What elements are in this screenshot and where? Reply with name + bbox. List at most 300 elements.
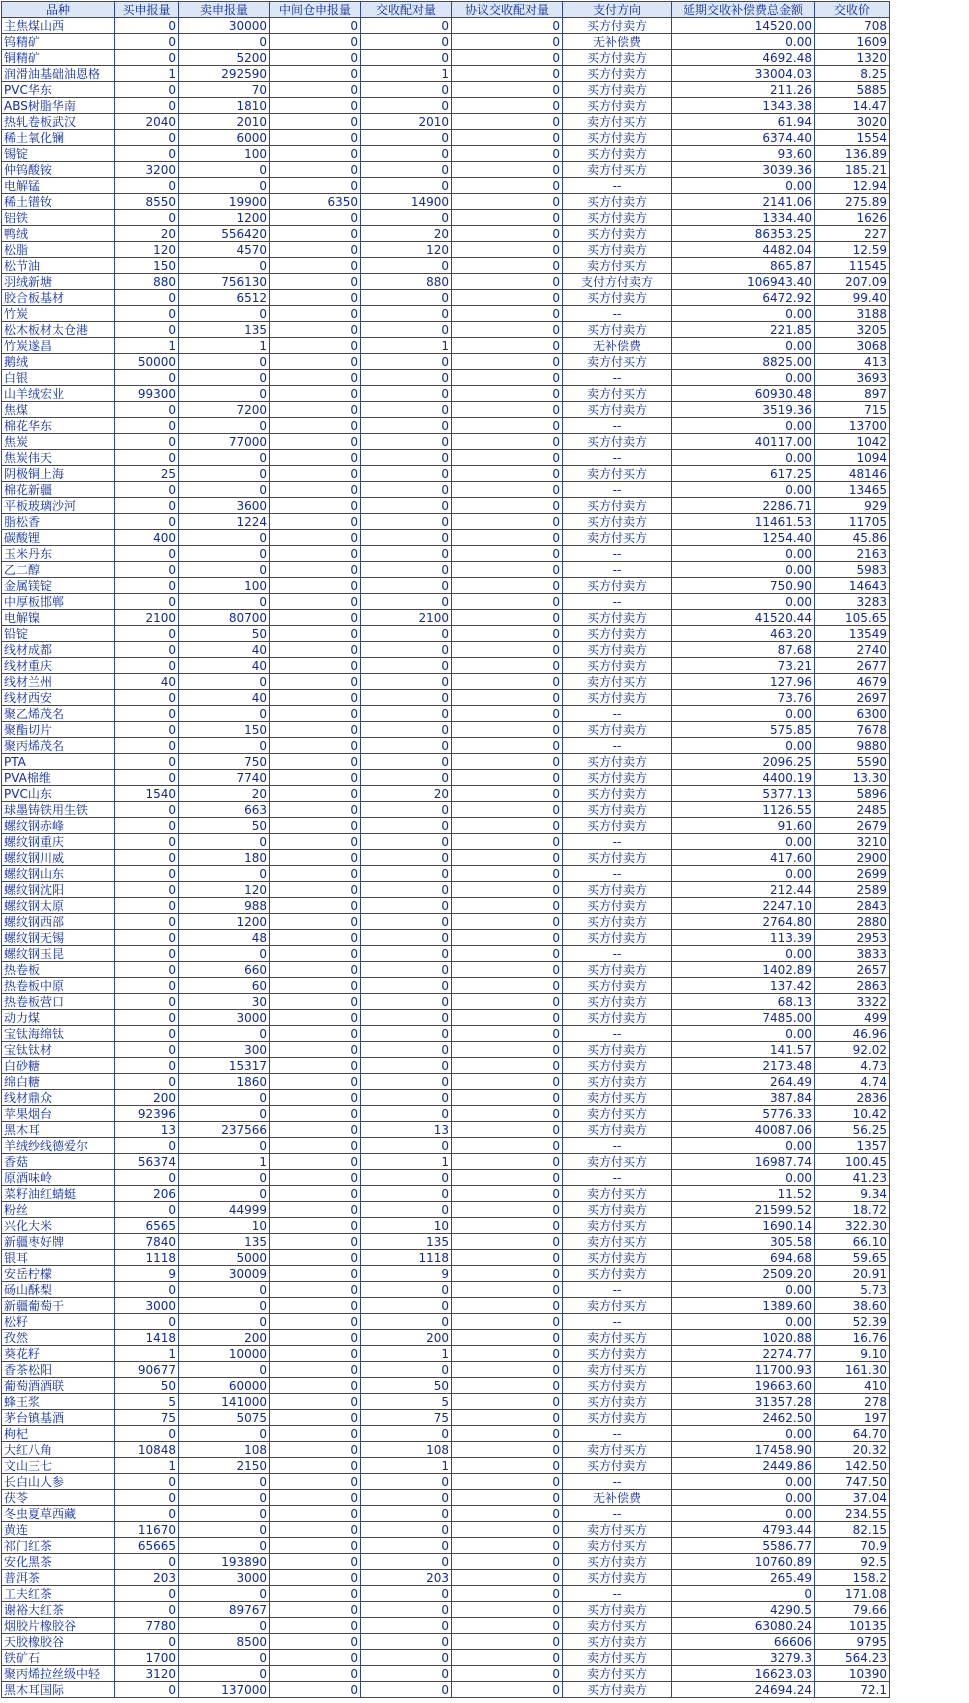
intermediate-declared-cell: 0 [270, 1538, 361, 1554]
delivery-price-cell: 20.32 [815, 1442, 890, 1458]
table-row [2, 274, 890, 290]
sell-declared-cell: 100 [179, 578, 270, 594]
variety-cell: 谢裕大红茶 [2, 1602, 115, 1618]
intermediate-declared-cell: 0 [270, 594, 361, 610]
sell-declared-cell: 663 [179, 802, 270, 818]
payment-direction-cell: -- [563, 1026, 672, 1042]
variety-cell: 菜籽油红蜻蜓 [2, 1186, 115, 1202]
delivery-price-cell: 13.30 [815, 770, 890, 786]
sell-declared-cell: 40 [179, 642, 270, 658]
compensation-total-cell: 1254.40 [672, 530, 815, 546]
payment-direction-cell: 卖方付买方 [563, 1298, 672, 1314]
table-row [2, 1506, 890, 1522]
agreement-matched-cell: 0 [452, 1298, 563, 1314]
buy-declared-cell: 7780 [115, 1618, 179, 1634]
variety-cell: 普洱茶 [2, 1570, 115, 1586]
delivery-price-cell: 6300 [815, 706, 890, 722]
compensation-total-cell: 0.00 [672, 946, 815, 962]
sell-declared-cell: 292590 [179, 66, 270, 82]
intermediate-declared-cell: 0 [270, 34, 361, 50]
agreement-matched-cell: 0 [452, 626, 563, 642]
agreement-matched-cell: 0 [452, 498, 563, 514]
variety-cell: 热轧卷板武汉 [2, 114, 115, 130]
delivery-matched-cell: 0 [361, 130, 452, 146]
payment-direction-cell: 买方付卖方 [563, 226, 672, 242]
delivery-matched-cell: 0 [361, 722, 452, 738]
compensation-total-cell: 0.00 [672, 1026, 815, 1042]
delivery-price-cell: 747.50 [815, 1474, 890, 1490]
delivery-matched-cell: 0 [361, 674, 452, 690]
buy-declared-cell: 0 [115, 418, 179, 434]
intermediate-declared-cell: 0 [270, 850, 361, 866]
buy-declared-cell: 0 [115, 994, 179, 1010]
variety-cell: 聚乙烯茂名 [2, 706, 115, 722]
compensation-total-cell: 0.00 [672, 594, 815, 610]
sell-declared-cell: 19900 [179, 194, 270, 210]
sell-declared-cell: 50 [179, 818, 270, 834]
delivery-matched-cell: 0 [361, 1650, 452, 1666]
table-row [2, 770, 890, 786]
variety-cell: 羊绒纱线德爱尔 [2, 1138, 115, 1154]
table-row [2, 258, 890, 274]
delivery-price-cell: 45.86 [815, 530, 890, 546]
agreement-matched-cell: 0 [452, 386, 563, 402]
variety-cell: 螺纹钢太原 [2, 898, 115, 914]
buy-declared-cell: 1118 [115, 1250, 179, 1266]
sell-declared-cell: 1224 [179, 514, 270, 530]
payment-direction-cell: 无补偿费 [563, 1490, 672, 1506]
buy-declared-cell: 0 [115, 370, 179, 386]
delivery-price-cell: 2589 [815, 882, 890, 898]
sell-declared-cell: 1200 [179, 210, 270, 226]
buy-declared-cell: 9 [115, 1266, 179, 1282]
intermediate-declared-cell: 0 [270, 1442, 361, 1458]
agreement-matched-cell: 0 [452, 930, 563, 946]
compensation-total-cell: 2247.10 [672, 898, 815, 914]
delivery-matched-cell: 0 [361, 898, 452, 914]
variety-cell: 新疆葡萄干 [2, 1298, 115, 1314]
delivery-matched-cell: 0 [361, 1026, 452, 1042]
agreement-matched-cell: 0 [452, 690, 563, 706]
compensation-total-cell: 8825.00 [672, 354, 815, 370]
sell-declared-cell: 0 [179, 1490, 270, 1506]
delivery-price-cell: 2163 [815, 546, 890, 562]
table-row [2, 226, 890, 242]
table-row [2, 674, 890, 690]
compensation-total-cell: 19663.60 [672, 1378, 815, 1394]
payment-direction-cell: 买方付卖方 [563, 1074, 672, 1090]
delivery-matched-cell: 0 [361, 514, 452, 530]
sell-declared-cell: 0 [179, 866, 270, 882]
variety-cell: PVA棉维 [2, 770, 115, 786]
table-row [2, 1138, 890, 1154]
intermediate-declared-cell: 0 [270, 1650, 361, 1666]
variety-cell: 动力煤 [2, 1010, 115, 1026]
delivery-price-cell: 5896 [815, 786, 890, 802]
agreement-matched-cell: 0 [452, 1458, 563, 1474]
buy-declared-cell: 400 [115, 530, 179, 546]
delivery-matched-cell: 13 [361, 1122, 452, 1138]
agreement-matched-cell: 0 [452, 1570, 563, 1586]
buy-declared-cell: 0 [115, 546, 179, 562]
delivery-price-cell: 37.04 [815, 1490, 890, 1506]
sell-declared-cell: 180 [179, 850, 270, 866]
table-row [2, 290, 890, 306]
sell-declared-cell: 0 [179, 306, 270, 322]
variety-cell: 兴化大米 [2, 1218, 115, 1234]
agreement-matched-cell: 0 [452, 594, 563, 610]
variety-cell: 热卷板 [2, 962, 115, 978]
agreement-matched-cell: 0 [452, 34, 563, 50]
buy-declared-cell: 3000 [115, 1298, 179, 1314]
sell-declared-cell: 750 [179, 754, 270, 770]
delivery-matched-cell: 2010 [361, 114, 452, 130]
agreement-matched-cell: 0 [452, 1634, 563, 1650]
delivery-matched-cell: 0 [361, 946, 452, 962]
payment-direction-cell: 卖方付买方 [563, 1106, 672, 1122]
compensation-total-cell: 91.60 [672, 818, 815, 834]
sell-declared-cell: 3000 [179, 1010, 270, 1026]
table-row [2, 930, 890, 946]
sell-declared-cell: 0 [179, 370, 270, 386]
sell-declared-cell: 5200 [179, 50, 270, 66]
delivery-price-cell: 2677 [815, 658, 890, 674]
agreement-matched-cell: 0 [452, 338, 563, 354]
buy-declared-cell: 13 [115, 1122, 179, 1138]
payment-direction-cell: 卖方付买方 [563, 674, 672, 690]
delivery-matched-cell: 0 [361, 258, 452, 274]
agreement-matched-cell: 0 [452, 1186, 563, 1202]
variety-cell: 粉丝 [2, 1202, 115, 1218]
compensation-total-cell: 0.00 [672, 306, 815, 322]
compensation-total-cell: 3279.3 [672, 1650, 815, 1666]
sell-declared-cell: 108 [179, 1442, 270, 1458]
agreement-matched-cell: 0 [452, 1330, 563, 1346]
buy-declared-cell: 0 [115, 1074, 179, 1090]
agreement-matched-cell: 0 [452, 994, 563, 1010]
sell-declared-cell: 0 [179, 1586, 270, 1602]
compensation-total-cell: 6374.40 [672, 130, 815, 146]
delivery-price-cell: 10.42 [815, 1106, 890, 1122]
payment-direction-cell: 买方付卖方 [563, 978, 672, 994]
payment-direction-cell: 买方付卖方 [563, 18, 672, 34]
buy-declared-cell: 25 [115, 466, 179, 482]
buy-declared-cell: 90677 [115, 1362, 179, 1378]
sell-declared-cell: 200 [179, 1330, 270, 1346]
agreement-matched-cell: 0 [452, 642, 563, 658]
compensation-total-cell: 3519.36 [672, 402, 815, 418]
variety-cell: 苹果烟台 [2, 1106, 115, 1122]
buy-declared-cell: 0 [115, 402, 179, 418]
delivery-price-cell: 4.73 [815, 1058, 890, 1074]
table-row [2, 514, 890, 530]
variety-cell: 竹炭遂昌 [2, 338, 115, 354]
agreement-matched-cell: 0 [452, 882, 563, 898]
intermediate-declared-cell: 0 [270, 1682, 361, 1698]
variety-cell: PVC华东 [2, 82, 115, 98]
compensation-total-cell: 60930.48 [672, 386, 815, 402]
delivery-matched-cell: 0 [361, 1314, 452, 1330]
compensation-total-cell: 0.00 [672, 370, 815, 386]
delivery-price-cell: 897 [815, 386, 890, 402]
variety-cell: 枸杞 [2, 1426, 115, 1442]
intermediate-declared-cell: 0 [270, 658, 361, 674]
delivery-matched-cell: 0 [361, 146, 452, 162]
agreement-matched-cell: 0 [452, 1090, 563, 1106]
intermediate-declared-cell: 0 [270, 18, 361, 34]
payment-direction-cell: -- [563, 450, 672, 466]
table-row [2, 1570, 890, 1586]
agreement-matched-cell: 0 [452, 1426, 563, 1442]
delivery-price-cell: 715 [815, 402, 890, 418]
payment-direction-cell: 买方付卖方 [563, 578, 672, 594]
agreement-matched-cell: 0 [452, 418, 563, 434]
intermediate-declared-cell: 0 [270, 978, 361, 994]
variety-cell: 茅台镇基酒 [2, 1410, 115, 1426]
variety-cell: ABS树脂华南 [2, 98, 115, 114]
compensation-total-cell: 0.00 [672, 1490, 815, 1506]
compensation-total-cell: 73.76 [672, 690, 815, 706]
payment-direction-cell: 买方付卖方 [563, 898, 672, 914]
intermediate-declared-cell: 0 [270, 1586, 361, 1602]
sell-declared-cell: 89767 [179, 1602, 270, 1618]
payment-direction-cell: 卖方付买方 [563, 1218, 672, 1234]
payment-direction-cell: 买方付卖方 [563, 1058, 672, 1074]
compensation-total-cell: 750.90 [672, 578, 815, 594]
compensation-total-cell: 16987.74 [672, 1154, 815, 1170]
payment-direction-cell: 买方付卖方 [563, 50, 672, 66]
buy-declared-cell: 0 [115, 818, 179, 834]
variety-cell: 球墨铸铁用生铁 [2, 802, 115, 818]
compensation-total-cell: 387.84 [672, 1090, 815, 1106]
table-row [2, 386, 890, 402]
delivery-price-cell: 56.25 [815, 1122, 890, 1138]
variety-cell: 螺纹钢沈阳 [2, 882, 115, 898]
table-row [2, 706, 890, 722]
intermediate-declared-cell: 0 [270, 82, 361, 98]
delivery-price-cell: 142.50 [815, 1458, 890, 1474]
delivery-matched-cell: 0 [361, 1170, 452, 1186]
compensation-total-cell: 11461.53 [672, 514, 815, 530]
table-row [2, 466, 890, 482]
sell-declared-cell: 135 [179, 322, 270, 338]
delivery-price-cell: 3833 [815, 946, 890, 962]
sell-declared-cell: 0 [179, 834, 270, 850]
delivery-matched-cell: 0 [361, 530, 452, 546]
payment-direction-cell: 买方付卖方 [563, 770, 672, 786]
delivery-matched-cell: 0 [361, 1202, 452, 1218]
sell-declared-cell: 120 [179, 882, 270, 898]
delivery-matched-cell: 0 [361, 1010, 452, 1026]
payment-direction-cell: 买方付卖方 [563, 290, 672, 306]
sell-declared-cell: 6000 [179, 130, 270, 146]
delivery-matched-cell: 0 [361, 1682, 452, 1698]
delivery-price-cell: 4.74 [815, 1074, 890, 1090]
compensation-total-cell: 0.00 [672, 834, 815, 850]
intermediate-declared-cell: 0 [270, 1170, 361, 1186]
agreement-matched-cell: 0 [452, 722, 563, 738]
compensation-total-cell: 1389.60 [672, 1298, 815, 1314]
compensation-total-cell: 0 [672, 1586, 815, 1602]
payment-direction-cell: -- [563, 1586, 672, 1602]
intermediate-declared-cell: 0 [270, 402, 361, 418]
compensation-total-cell: 5586.77 [672, 1538, 815, 1554]
agreement-matched-cell: 0 [452, 754, 563, 770]
payment-direction-cell: 卖方付买方 [563, 1330, 672, 1346]
compensation-total-cell: 305.58 [672, 1234, 815, 1250]
variety-cell: 鸭绒 [2, 226, 115, 242]
intermediate-declared-cell: 0 [270, 306, 361, 322]
payment-direction-cell: -- [563, 594, 672, 610]
intermediate-declared-cell: 0 [270, 242, 361, 258]
sell-declared-cell: 660 [179, 962, 270, 978]
variety-cell: 宝钛海绵钛 [2, 1026, 115, 1042]
payment-direction-cell: -- [563, 738, 672, 754]
sell-declared-cell: 0 [179, 1090, 270, 1106]
delivery-matched-cell: 9 [361, 1266, 452, 1282]
agreement-matched-cell: 0 [452, 914, 563, 930]
table-row [2, 1634, 890, 1650]
agreement-matched-cell: 0 [452, 1106, 563, 1122]
table-row [2, 418, 890, 434]
delivery-matched-cell: 0 [361, 466, 452, 482]
delivery-matched-cell: 10 [361, 1218, 452, 1234]
agreement-matched-cell: 0 [452, 946, 563, 962]
header-delivery-price: 交收价 [815, 2, 890, 18]
payment-direction-cell: 买方付卖方 [563, 994, 672, 1010]
delivery-matched-cell: 1 [361, 1458, 452, 1474]
sell-declared-cell: 0 [179, 178, 270, 194]
buy-declared-cell: 0 [115, 1602, 179, 1618]
delivery-price-cell: 2740 [815, 642, 890, 658]
table-row [2, 242, 890, 258]
variety-cell: 焦炭伟天 [2, 450, 115, 466]
variety-cell: 香茶松阳 [2, 1362, 115, 1378]
variety-cell: 聚丙烯拉丝级中轻 [2, 1666, 115, 1682]
delivery-matched-cell: 203 [361, 1570, 452, 1586]
payment-direction-cell: 买方付卖方 [563, 82, 672, 98]
payment-direction-cell: -- [563, 178, 672, 194]
delivery-matched-cell: 0 [361, 1042, 452, 1058]
table-row [2, 1090, 890, 1106]
variety-cell: 天胶橡胶谷 [2, 1634, 115, 1650]
compensation-total-cell: 21599.52 [672, 1202, 815, 1218]
table-row [2, 482, 890, 498]
sell-declared-cell: 0 [179, 1186, 270, 1202]
buy-declared-cell: 0 [115, 978, 179, 994]
table-row [2, 722, 890, 738]
payment-direction-cell: 卖方付买方 [563, 354, 672, 370]
agreement-matched-cell: 0 [452, 818, 563, 834]
delivery-price-cell: 82.15 [815, 1522, 890, 1538]
buy-declared-cell: 0 [115, 1282, 179, 1298]
intermediate-declared-cell: 0 [270, 162, 361, 178]
delivery-price-cell: 2679 [815, 818, 890, 834]
delivery-matched-cell: 50 [361, 1378, 452, 1394]
delivery-price-cell: 4679 [815, 674, 890, 690]
delivery-matched-cell: 0 [361, 658, 452, 674]
variety-cell: 松籽 [2, 1314, 115, 1330]
variety-cell: 稀土镨钕 [2, 194, 115, 210]
variety-cell: 螺纹钢川威 [2, 850, 115, 866]
delivery-matched-cell: 0 [361, 754, 452, 770]
intermediate-declared-cell: 0 [270, 1058, 361, 1074]
delivery-price-cell: 14643 [815, 578, 890, 594]
delivery-matched-cell: 0 [361, 98, 452, 114]
sell-declared-cell: 137000 [179, 1682, 270, 1698]
delivery-price-cell: 20.91 [815, 1266, 890, 1282]
table-row [2, 194, 890, 210]
compensation-total-cell: 265.49 [672, 1570, 815, 1586]
payment-direction-cell: 卖方付买方 [563, 1362, 672, 1378]
variety-cell: 乙二醇 [2, 562, 115, 578]
sell-declared-cell: 0 [179, 546, 270, 562]
payment-direction-cell: 买方付卖方 [563, 1458, 672, 1474]
intermediate-declared-cell: 0 [270, 66, 361, 82]
buy-declared-cell: 0 [115, 690, 179, 706]
buy-declared-cell: 56374 [115, 1154, 179, 1170]
compensation-total-cell: 264.49 [672, 1074, 815, 1090]
buy-declared-cell: 0 [115, 434, 179, 450]
buy-declared-cell: 0 [115, 962, 179, 978]
compensation-total-cell: 4692.48 [672, 50, 815, 66]
variety-cell: 电解镍 [2, 610, 115, 626]
delivery-price-cell: 1357 [815, 1138, 890, 1154]
intermediate-declared-cell: 6350 [270, 194, 361, 210]
agreement-matched-cell: 0 [452, 1042, 563, 1058]
intermediate-declared-cell: 0 [270, 98, 361, 114]
delivery-matched-cell: 0 [361, 562, 452, 578]
agreement-matched-cell: 0 [452, 1314, 563, 1330]
compensation-total-cell: 2286.71 [672, 498, 815, 514]
agreement-matched-cell: 0 [452, 1346, 563, 1362]
payment-direction-cell: 买方付卖方 [563, 690, 672, 706]
delivery-price-cell: 9795 [815, 1634, 890, 1650]
agreement-matched-cell: 0 [452, 1682, 563, 1698]
buy-declared-cell: 0 [115, 642, 179, 658]
table-row [2, 66, 890, 82]
delivery-matched-cell: 2100 [361, 610, 452, 626]
sell-declared-cell: 193890 [179, 1554, 270, 1570]
sell-declared-cell: 30 [179, 994, 270, 1010]
agreement-matched-cell: 0 [452, 962, 563, 978]
agreement-matched-cell: 0 [452, 194, 563, 210]
delivery-price-cell: 13700 [815, 418, 890, 434]
payment-direction-cell: 买方付卖方 [563, 1202, 672, 1218]
delivery-price-cell: 99.40 [815, 290, 890, 306]
delivery-price-cell: 48146 [815, 466, 890, 482]
variety-cell: 冬虫夏草西藏 [2, 1506, 115, 1522]
delivery-price-cell: 2836 [815, 1090, 890, 1106]
payment-direction-cell: 买方付卖方 [563, 642, 672, 658]
intermediate-declared-cell: 0 [270, 834, 361, 850]
intermediate-declared-cell: 0 [270, 1090, 361, 1106]
variety-cell: 焦炭 [2, 434, 115, 450]
payment-direction-cell: 卖方付买方 [563, 1618, 672, 1634]
agreement-matched-cell: 0 [452, 850, 563, 866]
compensation-total-cell: 63080.24 [672, 1618, 815, 1634]
buy-declared-cell: 0 [115, 1682, 179, 1698]
header-agreement-matched: 协议交收配对量 [452, 2, 563, 18]
sell-declared-cell: 0 [179, 418, 270, 434]
delivery-price-cell: 3068 [815, 338, 890, 354]
compensation-total-cell: 0.00 [672, 418, 815, 434]
compensation-total-cell: 61.94 [672, 114, 815, 130]
intermediate-declared-cell: 0 [270, 1554, 361, 1570]
sell-declared-cell: 10 [179, 1218, 270, 1234]
variety-cell: 线材成都 [2, 642, 115, 658]
buy-declared-cell: 0 [115, 914, 179, 930]
